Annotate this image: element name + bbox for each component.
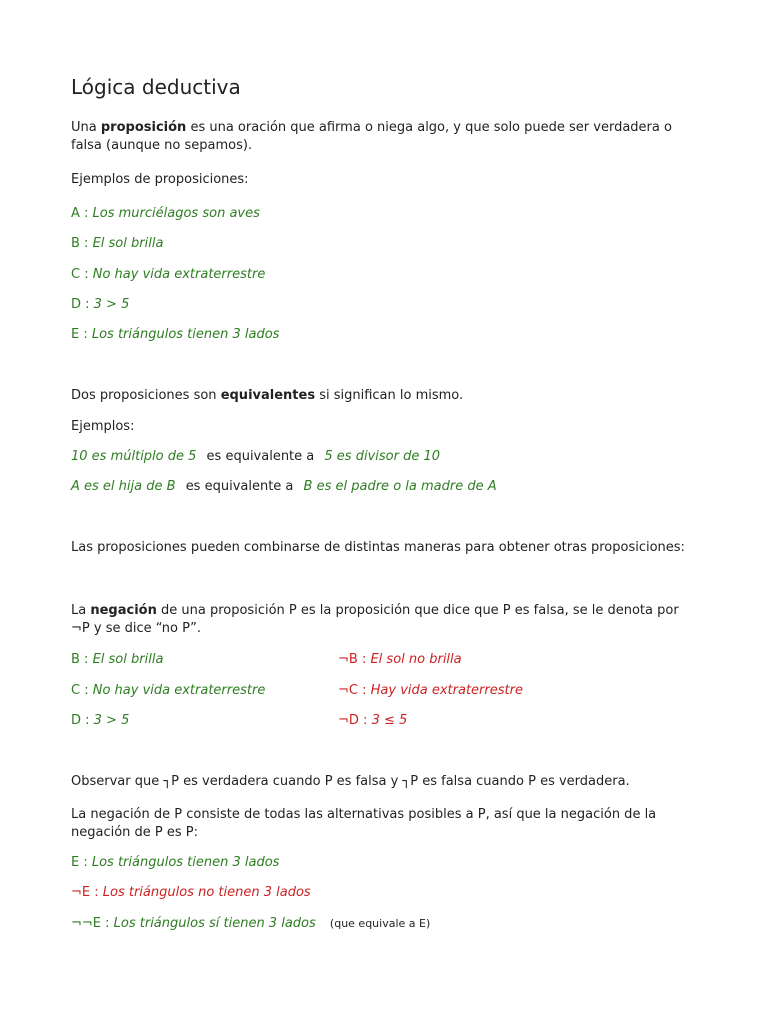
proposition-c [71,266,265,284]
final-example-not-e [71,884,311,902]
negation-paragraph [71,602,701,638]
intro-post: es una oración que afirma o niega algo, y que solo puede ser verdadera o falsa (aunque no sepamos). [71,120,672,153]
pair-right: B es el padre o la madre de A [303,479,497,494]
negation-post: de una proposición P es la proposición que dice que P es falsa, se le denota por ¬P y se dice “no P”. [71,603,679,636]
example-text: Los triángulos no tienen 3 lados [102,885,311,900]
equivalence-paragraph [71,387,463,405]
pair-connector: es equivalente a [185,479,294,494]
negation-term: negación [90,603,157,618]
example-text: Los triángulos sí tienen 3 lados [113,916,316,931]
final-example-e [71,854,279,872]
neg-label: ¬B : [338,652,371,667]
row-text: El sol brilla [92,652,164,667]
proposition-e [71,326,279,344]
proposition-label: A : [71,206,93,221]
proposition-label: C : [71,267,93,282]
proposition-label: B : [71,236,93,251]
proposition-a [71,205,260,223]
example-text: Los triángulos tienen 3 lados [91,855,280,870]
combine-paragraph: Las proposiciones pueden combinarse de distintas maneras para obtener otras proposiciones: [71,540,685,555]
negation-pre: La [71,603,87,618]
example-label: E : [71,855,92,870]
proposition-text: 3 > 5 [93,297,130,312]
neg-label: ¬D : [338,713,372,728]
equivalence-post: si significan lo mismo. [319,388,464,403]
proposition-text: Los triángulos tienen 3 lados [91,327,280,342]
row-text: No hay vida extraterrestre [92,683,266,698]
examples-heading: Ejemplos de proposiciones: [71,172,249,187]
row-label: B : [71,652,93,667]
intro-term: proposición [100,120,187,135]
example-label: ¬¬E : [71,916,114,931]
proposition-label: D : [71,297,94,312]
proposition-text: No hay vida extraterrestre [92,267,266,282]
page-title: Lógica deductiva [71,75,241,99]
example-note: (que equivale a E) [329,917,431,930]
neg-text: El sol no brilla [370,652,462,667]
equivalence-term: equivalentes [220,388,316,403]
equivalence-pair-2 [71,478,497,496]
neg-text: 3 ≤ 5 [371,713,408,728]
row-label: C : [71,683,93,698]
pair-connector: es equivalente a [206,449,315,464]
neg-label: ¬C : [338,683,371,698]
proposition-label: E : [71,327,92,342]
negation-row-b [71,651,701,669]
neg-text: Hay vida extraterrestre [370,683,523,698]
intro-paragraph [71,119,701,155]
equivalence-pair-1 [71,448,440,466]
pair-left: A es el hija de B [71,479,176,494]
equivalence-examples-label: Ejemplos: [71,419,135,434]
double-negation-paragraph: La negación de P consiste de todas las alternativas posibles a P, así que la negación de la negación de P es P: [71,807,657,840]
proposition-b [71,235,163,253]
negation-row-c [71,682,701,700]
example-label: ¬E : [71,885,103,900]
proposition-d [71,296,129,314]
final-example-not-not-e [71,915,430,933]
observe-paragraph: Observar que ┐P es verdadera cuando P es falsa y ┐P es falsa cuando P es verdadera. [71,774,630,789]
pair-right: 5 es divisor de 10 [324,449,441,464]
pair-left: 10 es múltiplo de 5 [71,449,197,464]
row-text: 3 > 5 [93,713,130,728]
equivalence-pre: Dos proposiciones son [71,388,217,403]
proposition-text: Los murciélagos son aves [92,206,260,221]
intro-pre: Una [71,120,97,135]
negation-row-d [71,712,701,730]
row-label: D : [71,713,94,728]
proposition-text: El sol brilla [92,236,164,251]
